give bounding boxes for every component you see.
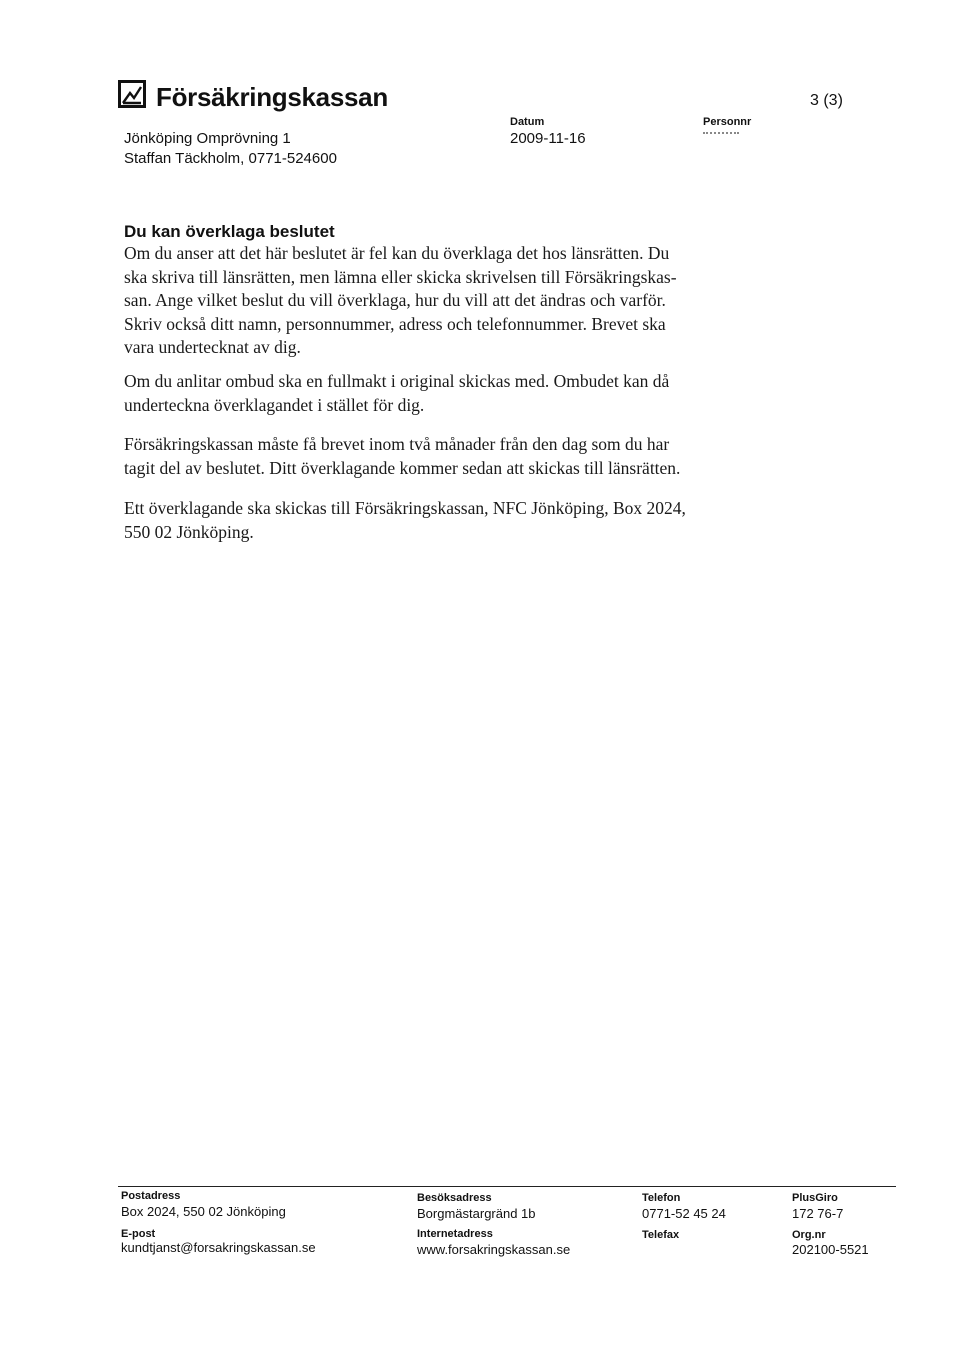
epost-link[interactable]: kundtjanst@forsakringskassan.se bbox=[121, 1240, 316, 1255]
text-line: ska skriva till länsrätten, men lämna eller skicka skrivelsen till Försäkringskas- bbox=[124, 266, 677, 287]
text-line: Om du anlitar ombud ska en fullmakt i original skickas med. Ombudet kan då bbox=[124, 371, 670, 391]
telefax-label: Telefax bbox=[642, 1229, 680, 1241]
personnr-redacted bbox=[703, 132, 739, 134]
besoksadress-value: Borgmästargränd 1b bbox=[417, 1206, 536, 1221]
internetadress-label: Internetadress bbox=[417, 1228, 493, 1240]
text-line: vara undertecknat av dig. bbox=[124, 337, 301, 357]
text-line: 550 02 Jönköping. bbox=[124, 521, 254, 542]
text-line: underteckna överklagandet i stället för dig. bbox=[124, 394, 425, 415]
text-line: san. Ange vilket beslut du vill överklaga, hur du vill att det ändras och varför. bbox=[124, 290, 666, 310]
besoksadress-label: Besöksadress bbox=[417, 1192, 492, 1204]
epost-label: E-post bbox=[121, 1228, 156, 1240]
telefon-value: 0771-52 45 24 bbox=[642, 1206, 726, 1221]
section-title: Du kan överklaga beslutet bbox=[124, 222, 335, 241]
office-name: Jönköping Omprövning 1 bbox=[124, 130, 291, 147]
text-line: Skriv också ditt namn, personnummer, adress och telefonnummer. Brevet ska bbox=[124, 313, 666, 334]
website-link[interactable]: www.forsakringskassan.se bbox=[417, 1242, 571, 1257]
paragraph-3 bbox=[124, 433, 724, 480]
text-line: Ett överklagande ska skickas till Försäkringskassan, NFC Jönköping, Box 2024, bbox=[124, 498, 686, 518]
brand-name: Försäkringskassan bbox=[156, 82, 388, 112]
logo-icon bbox=[118, 80, 146, 108]
plusgiro-label: PlusGiro bbox=[792, 1192, 838, 1204]
text-line: Om du anser att det här beslutet är fel kan du överklaga det hos länsrätten. Du bbox=[124, 243, 670, 263]
page-number: 3 (3) bbox=[810, 92, 843, 109]
personnr-label: Personnr bbox=[703, 116, 752, 128]
text-line: tagit del av beslutet. Ditt överklagande kommer sedan att skickas till länsrätten. bbox=[124, 457, 681, 478]
date-value: 2009-11-16 bbox=[510, 130, 586, 147]
postadress-value: Box 2024, 550 02 Jönköping bbox=[121, 1204, 286, 1219]
text-line: Försäkringskassan måste få brevet inom två månader från den dag som du har bbox=[124, 434, 670, 454]
plusgiro-value: 172 76-7 bbox=[792, 1206, 844, 1221]
footer-divider bbox=[118, 1186, 896, 1187]
paragraph-4 bbox=[124, 497, 724, 544]
telefon-label: Telefon bbox=[642, 1192, 681, 1204]
contact-person: Staffan Täckholm, 0771-524600 bbox=[124, 150, 337, 167]
orgnr-label: Org.nr bbox=[792, 1229, 826, 1241]
paragraph-1 bbox=[124, 242, 724, 360]
paragraph-2 bbox=[124, 370, 724, 417]
postadress-label: Postadress bbox=[121, 1190, 181, 1202]
orgnr-value: 202100-5521 bbox=[792, 1242, 869, 1257]
date-label: Datum bbox=[510, 116, 545, 128]
